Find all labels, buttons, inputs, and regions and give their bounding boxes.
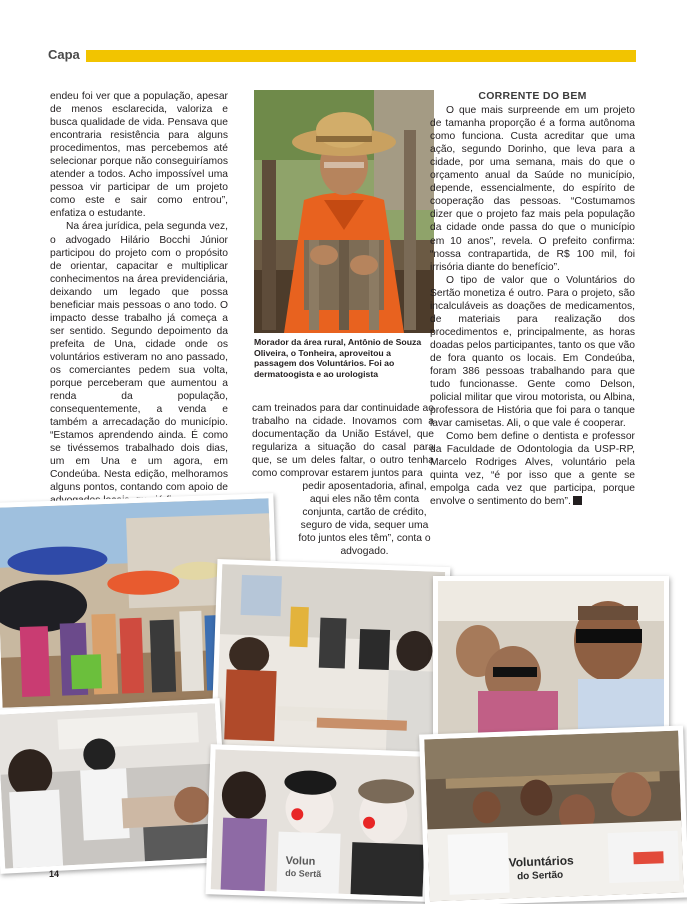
shirt-print-2: Voluntários bbox=[508, 853, 574, 870]
paragraph bbox=[430, 430, 635, 508]
article-column-1 bbox=[50, 90, 228, 508]
page-number: 14 bbox=[49, 869, 60, 879]
section-label: Capa bbox=[48, 47, 80, 62]
paragraph-text: Como bem define o dentista e professor da Faculdade de Odontologia da USP-RP, Marcelo Rodriges Alves, voluntário pela quinta vez, “é por isso que a gente se empolga cada vez que participa, porque envolve o sentimento do bem”. bbox=[430, 431, 635, 508]
paragraph: cam treinados para dar continuidade ao trabalho na cidade. Inovamos com a documentação da União Estável, que regulariza a situação do casal para que, se um deles faltar, o outro tenha como comprovar estarem juntos para bbox=[252, 403, 434, 480]
subheading: CORRENTE DO BEM bbox=[478, 90, 587, 102]
paragraph: pedir aposentadoria, afinal, aqui eles não têm conta conjunta, cartão de crédito, seguro de vida, sequer uma foto juntos eles têm”, conta o advogado. bbox=[298, 481, 431, 558]
shirt-print-1: Volun bbox=[285, 854, 316, 868]
photo-patients-sunglasses bbox=[433, 576, 669, 740]
article-column-3 bbox=[430, 90, 635, 509]
photo-clowns bbox=[205, 744, 432, 902]
paragraph: Na área jurídica, pela segunda vez, o advogado Hilário Bocchi Júnior participou do projeto com o propósito de orientar, capacitar e multiplicar conhecimentos na área previdenciária, deixando um legado que possa beneficiar mais pessoas o ano todo. O impacto desse trabalho já começa a ser sentido. Segundo depoimento da prefeita de Una, cidade onde os voluntários estiveram no ano passado, os comerciantes pedem sua volta, porque perceberam que aumentou a renda da população, consequentemente, a venda e também a arrecadação do município. “Estamos aprendendo ainda. É como se tivéssemos trabalhado dois dias, um em Una e um agora, em Condeúba. Nesta edição, melhoramos alguns pontos, contando com apoio de bbox=[50, 221, 228, 494]
photo-volunteers-group bbox=[419, 725, 687, 904]
header-bar bbox=[86, 50, 636, 62]
photo-dental-care bbox=[0, 698, 228, 874]
end-mark-icon bbox=[573, 496, 582, 505]
photo-farmer-portrait bbox=[254, 90, 434, 333]
article-column-2-wrap bbox=[296, 480, 433, 558]
photo-caption: Morador da área rural, Antônio de Souza Oliveira, o Tonheira, aproveitou a passagem dos Voluntários. Foi ao dermatoogista e ao urologista bbox=[254, 337, 422, 379]
shirt-print-1b: do Sertã bbox=[285, 867, 322, 880]
paragraph: O tipo de valor que o Voluntários do Sertão monetiza é outro. Para o projeto, são incalculáveis as doações de medicamentos, de materiais para realização dos procedimentos e, principalmente, as horas doadas pelos participantes, tanto os que vão de fora quanto os locais. Em Condeúba, foram 386 pessoas trabalhando para que tudo funcionasse. Gente como Delson, policial militar que virou motorista, ou Albina, professora de História que foi para o tanque lavar camisetas. Ali, o que vale é cooperar. bbox=[430, 274, 635, 430]
paragraph: endeu foi ver que a população, apesar de menos esclarecida, valoriza e busca qualidade de vida. Pensava que encontraria resistência para alguns procedimentos, mas percebemos até selecionar porque não conseguiríamos atender a todos. Acho impossível uma pessoa vir participar de um projeto como este e sair como entrou”, enfatiza o estudante. bbox=[50, 91, 228, 220]
photo-consultation-table bbox=[211, 559, 451, 763]
shirt-print-2b: do Sertão bbox=[516, 869, 564, 883]
paragraph: O que mais surpreende em um projeto de tamanha proporção é a forma autônoma como funciona. Custa acreditar que uma ação, segundo Dorinho, que leva para a cidade, por uma semana, mais do que o orçamento anual da Saúde no município, depende, essencialmente, do espírito de cooperação das pessoas. “Costumamos dizer que o projeto faz mais pela população da cidade onde passa do que o município em 10 anos”, revela. O prefeito confirma: “nossa contrapartida, de R$ 100 mil, foi irrisória diante do benefício”. bbox=[430, 105, 635, 273]
section-header bbox=[48, 48, 638, 64]
article-column-2 bbox=[252, 402, 434, 480]
